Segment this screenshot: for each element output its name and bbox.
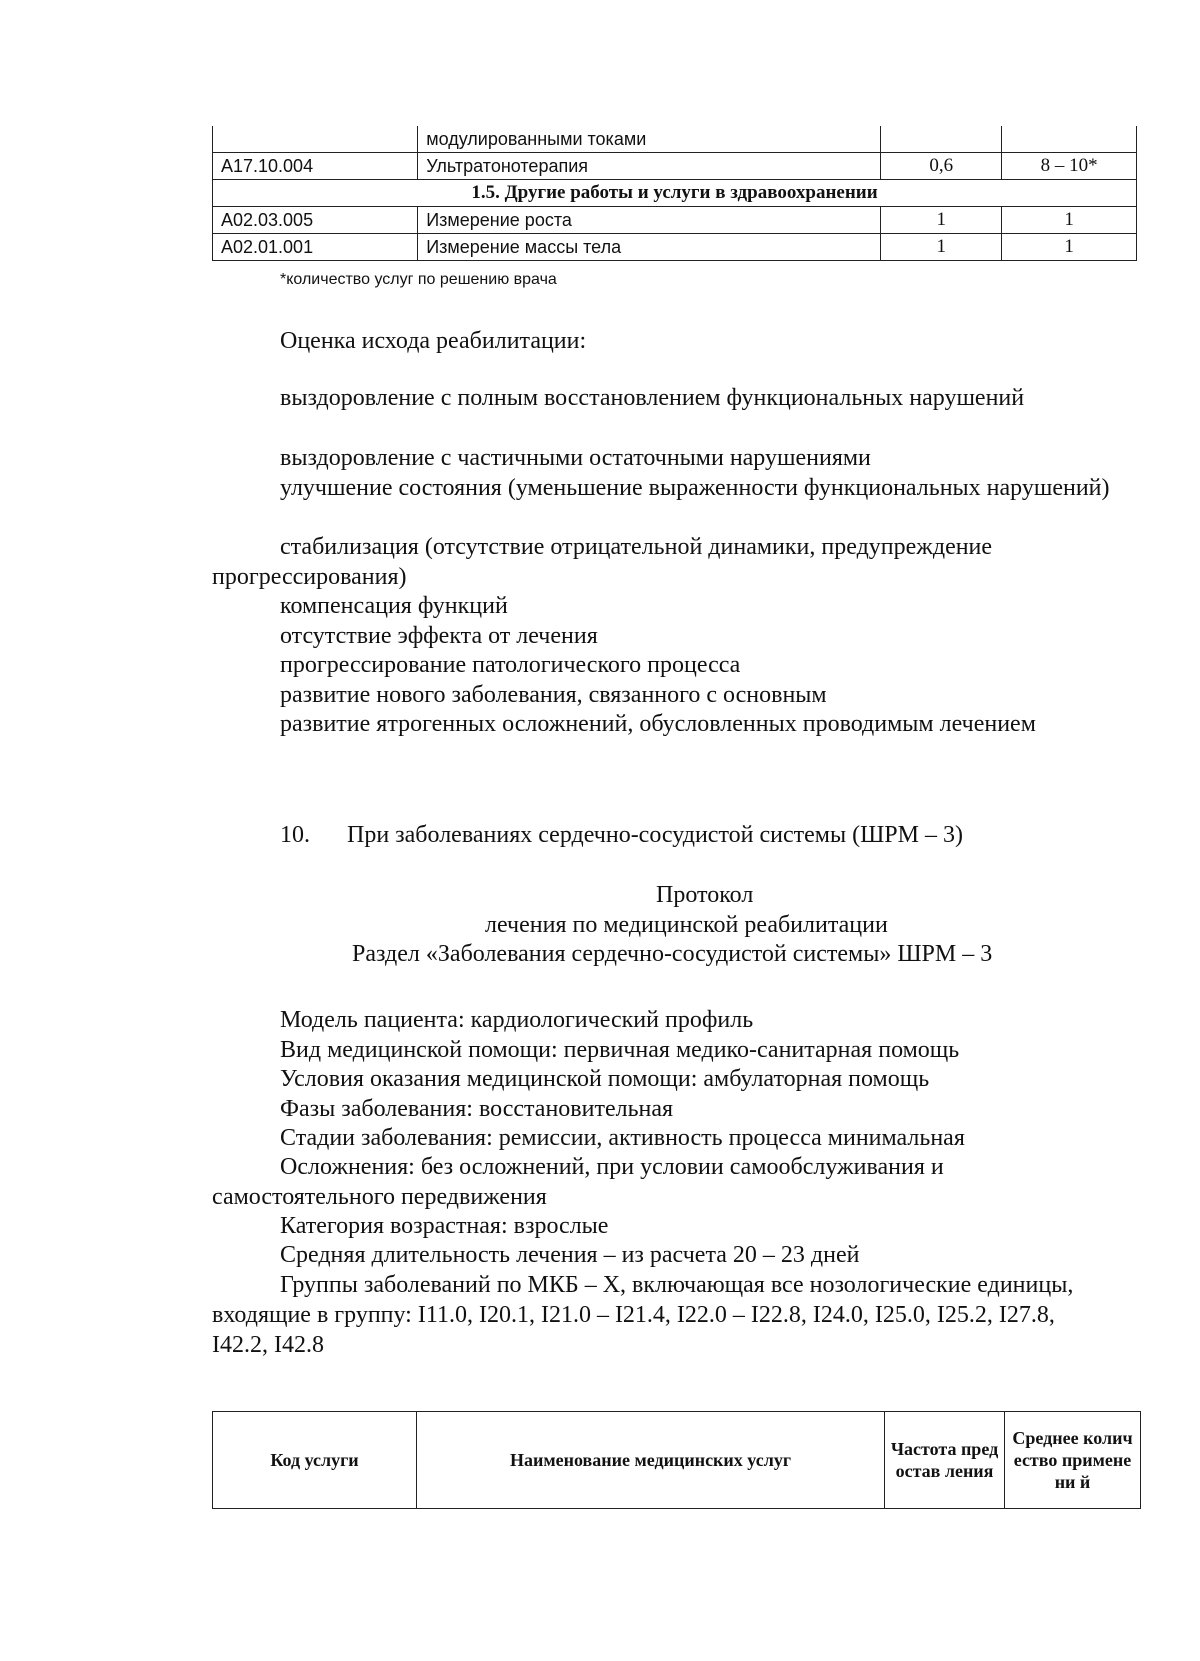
header-service-name: Наименование медицинских услуг <box>417 1412 885 1509</box>
header-average-count: Среднее количество применени й <box>1005 1412 1141 1509</box>
table-row <box>213 234 1137 261</box>
protocol-section: Раздел «Заболевания сердечно-сосудистой системы» ШРМ – 3 <box>352 941 993 967</box>
service-name: модулированными токами <box>418 126 881 153</box>
service-name: Ультратонотерапия <box>418 153 881 180</box>
complications: Осложнения: без осложнений, при условии самообслуживания и самостоятельного передвижения <box>212 1154 944 1210</box>
disease-phases: Фазы заболевания: восстановительная <box>280 1096 674 1122</box>
protocol-title: Протокол <box>656 882 754 908</box>
outcome-item: выздоровление с частичными остаточными нарушениями <box>280 445 871 471</box>
outcome-item: компенсация функций <box>280 593 508 619</box>
disease-stages: Стадии заболевания: ремиссии, активность процесса минимальная <box>280 1125 965 1151</box>
icd-groups: Группы заболеваний по МКБ – Х, включающая все нозологические единицы, входящие в группу: I11.0, I20.1, I21.0 – I21.4, I22.0 – I22.8, I24.0, I25.0, I25.2, I27.8, I42.2, I42.8 <box>212 1272 1074 1358</box>
care-conditions: Условия оказания медицинской помощи: амбулаторная помощь <box>280 1066 930 1092</box>
service-code <box>213 126 418 153</box>
section-number: 10. <box>280 822 310 848</box>
outcome-item: прогрессирование патологического процесса <box>280 652 741 678</box>
protocol-subtitle: лечения по медицинской реабилитации <box>485 912 888 938</box>
patient-model: Модель пациента: кардиологический профиль <box>280 1007 754 1033</box>
treatment-duration: Средняя длительность лечения – из расчета 20 – 23 дней <box>280 1242 860 1268</box>
outcome-item: выздоровление с полным восстановлением функциональных нарушений <box>280 385 1025 411</box>
outcome-heading: Оценка исхода реабилитации: <box>280 328 587 354</box>
outcome-item: отсутствие эффекта от лечения <box>280 623 598 649</box>
service-code: A02.03.005 <box>213 207 418 234</box>
table-row <box>213 207 1137 234</box>
service-count <box>1002 126 1137 153</box>
services-table-bottom <box>212 1411 1141 1509</box>
outcome-item: улучшение состояния (уменьшение выраженности функциональных нарушений) <box>280 475 1110 501</box>
table-header-row <box>213 1412 1141 1509</box>
service-count: 1 <box>1002 207 1137 234</box>
service-count: 1 <box>1002 234 1137 261</box>
outcome-item: развитие нового заболевания, связанного с основным <box>280 682 827 708</box>
section-title: При заболеваниях сердечно-сосудистой системы (ШРМ – 3) <box>347 822 963 848</box>
outcome-item: развитие ятрогенных осложнений, обусловленных проводимым лечением <box>280 711 1036 737</box>
service-count: 8 – 10* <box>1002 153 1137 180</box>
service-frequency: 0,6 <box>881 153 1002 180</box>
table-row <box>213 153 1137 180</box>
outcome-item: стабилизация (отсутствие отрицательной динамики, предупреждение прогрессирования) <box>212 534 993 590</box>
service-code: A02.01.001 <box>213 234 418 261</box>
service-name: Измерение массы тела <box>418 234 881 261</box>
service-frequency <box>881 126 1002 153</box>
header-service-code: Код услуги <box>213 1412 417 1509</box>
service-name: Измерение роста <box>418 207 881 234</box>
service-frequency: 1 <box>881 234 1002 261</box>
care-type: Вид медицинской помощи: первичная медико-санитарная помощь <box>280 1037 960 1063</box>
section-title: 1.5. Другие работы и услуги в здравоохранении <box>213 180 1137 207</box>
service-frequency: 1 <box>881 207 1002 234</box>
age-category: Категория возрастная: взрослые <box>280 1213 609 1239</box>
services-table-top <box>212 126 1137 261</box>
table-footnote: *количество услуг по решению врача <box>280 271 557 288</box>
service-code: A17.10.004 <box>213 153 418 180</box>
table-section-row <box>213 180 1137 207</box>
header-frequency: Частота предостав ления <box>885 1412 1005 1509</box>
table-row <box>213 126 1137 153</box>
